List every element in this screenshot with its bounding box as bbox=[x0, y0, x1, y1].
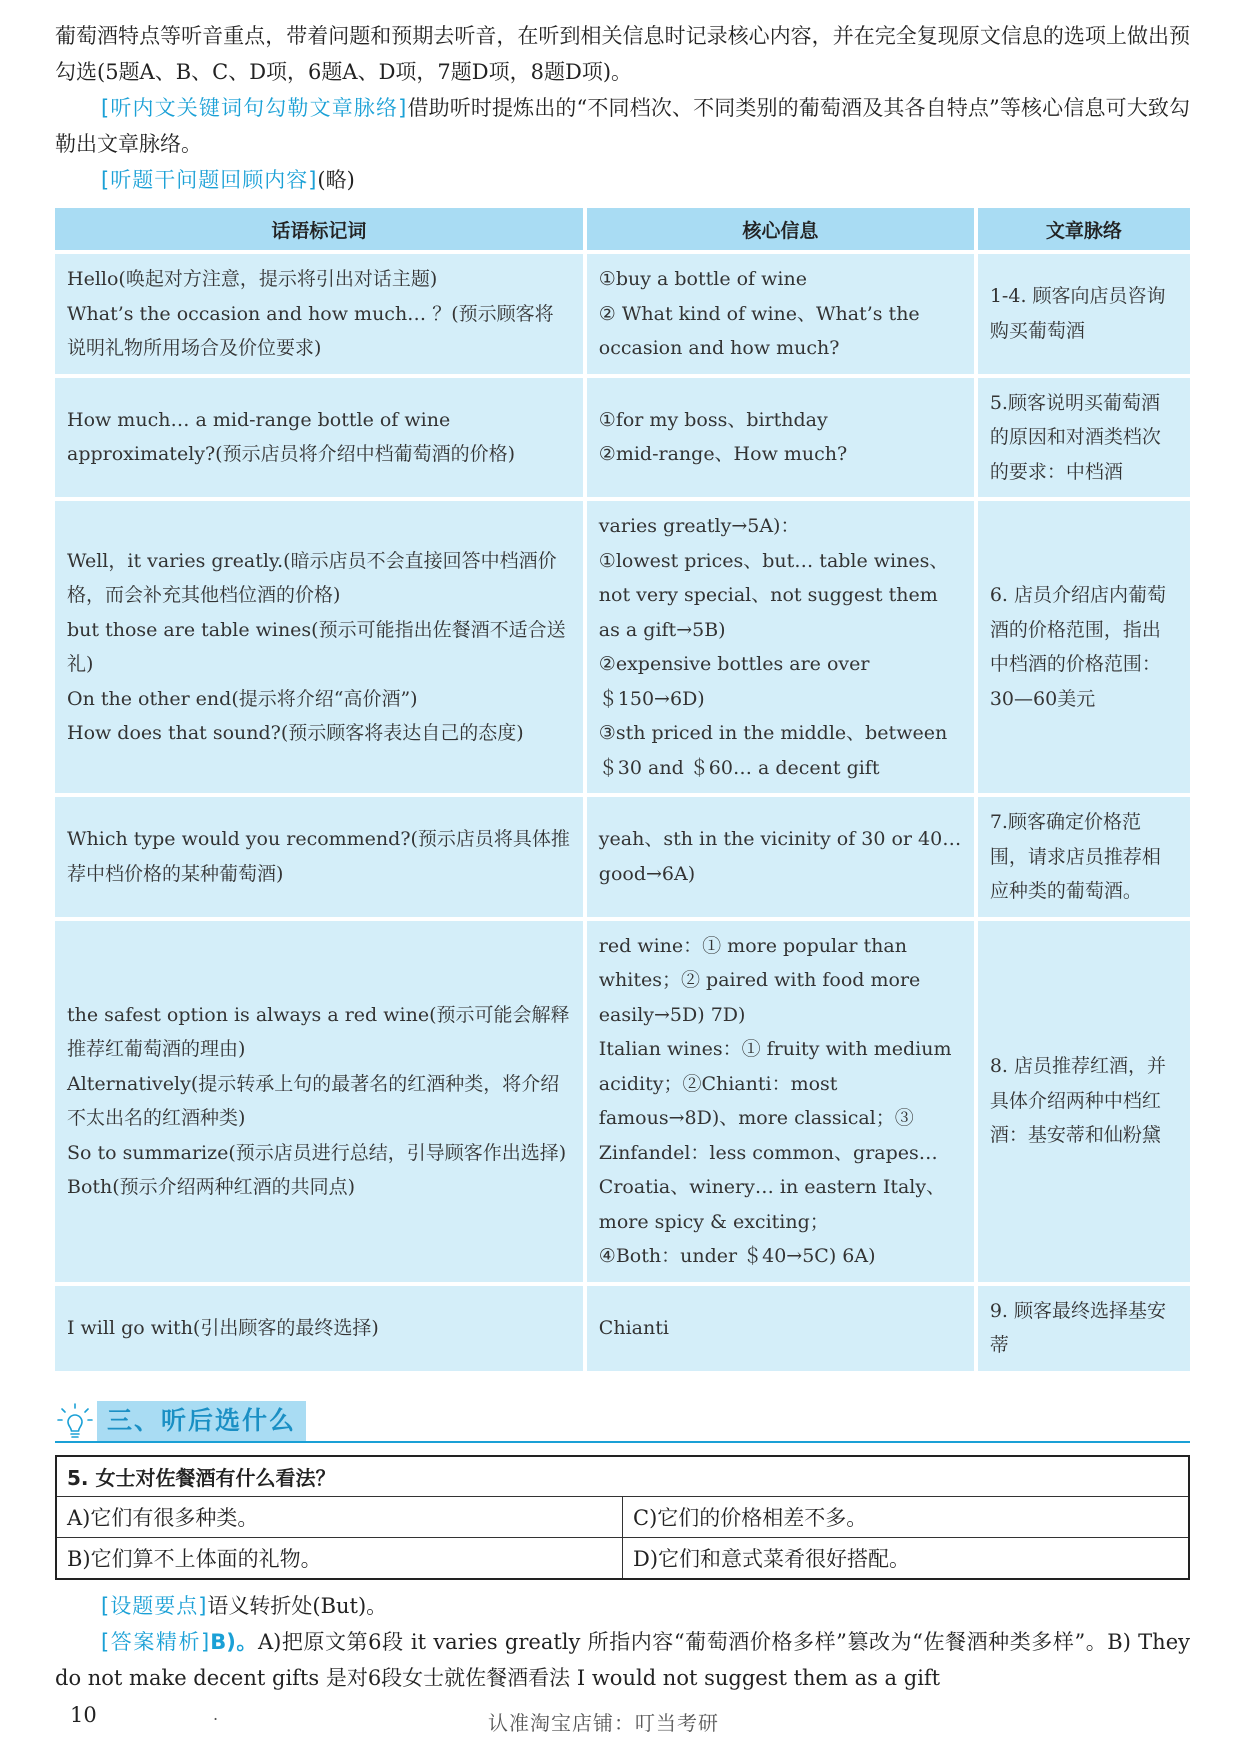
cell-line: Both(预示介绍两种红酒的共同点) bbox=[67, 1176, 356, 1198]
cell-line: How does that sound?(预示顾客将表达自己的态度) bbox=[67, 722, 524, 744]
table-row bbox=[55, 501, 1190, 793]
intro-text-3: (略) bbox=[317, 168, 355, 192]
table-cell-structure bbox=[978, 501, 1190, 793]
table-cell-core-info bbox=[587, 797, 974, 917]
answer-tag: [答案精析] bbox=[101, 1629, 211, 1654]
option-b: B)它们算不上体面的礼物。 bbox=[56, 1538, 623, 1579]
answer-paragraph bbox=[55, 1624, 1190, 1696]
analysis-table bbox=[51, 204, 1194, 1375]
option-row bbox=[56, 1538, 1189, 1579]
table-cell-markers bbox=[55, 797, 583, 917]
table-cell-structure bbox=[978, 797, 1190, 917]
intro-text-2: 借助听时提炼出的“不同档次、不同类别的葡萄酒及其各自特点”等核心信息可大致勾勒出文章脉络。 bbox=[55, 96, 1190, 156]
option-row bbox=[56, 1497, 1189, 1538]
answer-text: A)把原文第6段 it varies greatly 所指内容“葡萄酒价格多样”篡改为“佐餐酒种类多样”。B) They do not make decent gifts 是对6段女士就佐餐酒看法 I would not suggest them as a gift bbox=[55, 1629, 1191, 1690]
cell-line: I will go with(引出顾客的最终选择) bbox=[67, 1316, 379, 1339]
table-header-structure: 文章脉络 bbox=[978, 208, 1190, 250]
cell-line: 9. 顾客最终选择基安蒂 bbox=[989, 1299, 1167, 1356]
cell-line: 1-4. 顾客向店员咨询购买葡萄酒 bbox=[989, 285, 1166, 342]
question-stem: 5. 女士对佐餐酒有什么看法？ bbox=[56, 1456, 1189, 1497]
cell-line: ①lowest prices、but… table wines、not very special、not suggest them as a gift→5B) bbox=[598, 549, 949, 641]
cell-line: yeah、sth in the vicinity of 30 or 40… good→6A) bbox=[598, 828, 962, 885]
cell-line: varies greatly→5A)： bbox=[598, 515, 800, 537]
intro-paragraph-1 bbox=[55, 18, 1190, 90]
cell-line: red wine：① more popular than whites；② paired with food more easily→5D) 7D) bbox=[598, 934, 921, 1026]
option-c: C)它们的价格相差不多。 bbox=[623, 1497, 1190, 1538]
cell-line: How much… a mid-range bottle of wine approximately?(预示店员将介绍中档葡萄酒的价格) bbox=[67, 408, 516, 466]
option-a: A)它们有很多种类。 bbox=[56, 1497, 623, 1538]
cell-line: What’s the occasion and how much… ？(预示顾客将说明礼物所用场合及价位要求) bbox=[67, 302, 554, 359]
cell-line: 6. 店员介绍店内葡萄酒的价格范围，指出中档酒的价格范围：30—60美元 bbox=[989, 584, 1167, 710]
table-cell-structure bbox=[978, 254, 1190, 374]
cell-line: Hello(唤起对方注意，提示将引出对话主题) bbox=[67, 268, 438, 290]
table-cell-markers bbox=[55, 378, 583, 498]
table-header-row bbox=[55, 208, 1190, 250]
intro-paragraph-3 bbox=[55, 162, 1190, 198]
question-stem-row bbox=[56, 1456, 1189, 1497]
point-tag: [设题要点] bbox=[101, 1593, 208, 1618]
cell-line: but those are table wines(预示可能指出佐餐酒不适合送礼) bbox=[67, 618, 566, 675]
answer-key: B)。 bbox=[210, 1629, 258, 1654]
table-cell-core-info bbox=[587, 501, 974, 793]
table-cell-structure bbox=[978, 378, 1190, 498]
table-row bbox=[55, 797, 1190, 917]
cell-line: ② What kind of wine、What’s the occasion and how much? bbox=[598, 302, 920, 359]
cell-line: the safest option is always a red wine(预示可能会解释推荐红葡萄酒的理由) bbox=[67, 1003, 570, 1060]
point-paragraph bbox=[55, 1588, 1190, 1624]
table-cell-core-info bbox=[587, 254, 974, 374]
cell-line: Which type would you recommend?(预示店员将具体推荐中档价格的某种葡萄酒) bbox=[67, 828, 570, 885]
section-title: 三、听后选什么 bbox=[97, 1401, 306, 1441]
page-number: 10 bbox=[70, 1703, 97, 1727]
table-cell-markers bbox=[55, 921, 583, 1282]
cell-line: So to summarize(预示店员进行总结，引导顾客作出选择) bbox=[67, 1141, 567, 1164]
cell-line: Chianti bbox=[598, 1316, 669, 1339]
intro-paragraph-2 bbox=[55, 90, 1190, 162]
cell-line: 8. 店员推荐红酒，并具体介绍两种中档红酒：基安蒂和仙粉黛 bbox=[989, 1055, 1167, 1147]
table-row bbox=[55, 254, 1190, 374]
cell-line: ③sth priced in the middle、between ＄30 and ＄60… a decent gift bbox=[598, 722, 948, 779]
table-cell-structure bbox=[978, 1286, 1190, 1371]
table-header-core-info: 核心信息 bbox=[587, 208, 974, 250]
cell-line: Well，it varies greatly.(暗示店员不会直接回答中档酒价格，而会补充其他档位酒的价格) bbox=[67, 549, 557, 606]
cell-line: ④Both：under ＄40→5C) 6A) bbox=[598, 1245, 876, 1267]
cell-line: ②expensive bottles are over ＄150→6D) bbox=[598, 653, 870, 710]
cell-line: 7.顾客确定价格范围，请求店员推荐相应种类的葡萄酒。 bbox=[989, 811, 1161, 902]
point-text: 语义转折处(But)。 bbox=[207, 1593, 388, 1618]
table-cell-core-info bbox=[587, 378, 974, 498]
table-header-markers: 话语标记词 bbox=[55, 208, 583, 250]
table-row bbox=[55, 378, 1190, 498]
intro-tag-3: [听题干问题回顾内容] bbox=[101, 168, 318, 192]
question-table bbox=[55, 1455, 1190, 1580]
lightbulb-icon bbox=[57, 1403, 93, 1441]
analysis-section bbox=[55, 1588, 1190, 1696]
cell-line: Alternatively(提示转承上句的最著名的红酒种类，将介绍不太出名的红酒种类) bbox=[67, 1072, 560, 1129]
intro-text-1: 葡萄酒特点等听音重点，带着问题和预期去听音，在听到相关信息时记录核心内容，并在完全复现原文信息的选项上做出预勾选(5题A、B、C、D项，6题A、D项，7题D项，8题D项)。 bbox=[55, 24, 1190, 84]
cell-line: ①for my boss、birthday bbox=[598, 408, 828, 431]
page-content bbox=[55, 18, 1190, 1696]
cell-line: Italian wines：① fruity with medium acidity；②Chianti：most famous→8D)、more classical；③ Zinfandel：less common、grapes… Croatia、winery… in eastern Italy、more spicy & exciting； bbox=[598, 1038, 952, 1233]
footer-dot: . bbox=[213, 1705, 219, 1724]
table-cell-markers bbox=[55, 254, 583, 374]
table-cell-markers bbox=[55, 501, 583, 793]
table-cell-markers bbox=[55, 1286, 583, 1371]
cell-line: On the other end(提示将介绍“高价酒”) bbox=[67, 687, 418, 710]
cell-line: ①buy a bottle of wine bbox=[598, 268, 807, 290]
cell-line: ②mid-range、How much? bbox=[598, 443, 848, 466]
table-cell-core-info bbox=[587, 1286, 974, 1371]
table-row bbox=[55, 1286, 1190, 1371]
table-cell-structure bbox=[978, 921, 1190, 1282]
page-footer bbox=[0, 1703, 1240, 1743]
intro-tag-2: [听内文关键词句勾勒文章脉络] bbox=[101, 96, 408, 120]
table-cell-core-info bbox=[587, 921, 974, 1282]
section-header bbox=[55, 1401, 1190, 1443]
shop-watermark: 认准淘宝店铺：叮当考研 bbox=[488, 1711, 719, 1735]
cell-line: 5.顾客说明买葡萄酒的原因和对酒类档次的要求：中档酒 bbox=[989, 391, 1161, 483]
table-row bbox=[55, 921, 1190, 1282]
option-d: D)它们和意式菜肴很好搭配。 bbox=[623, 1538, 1190, 1579]
